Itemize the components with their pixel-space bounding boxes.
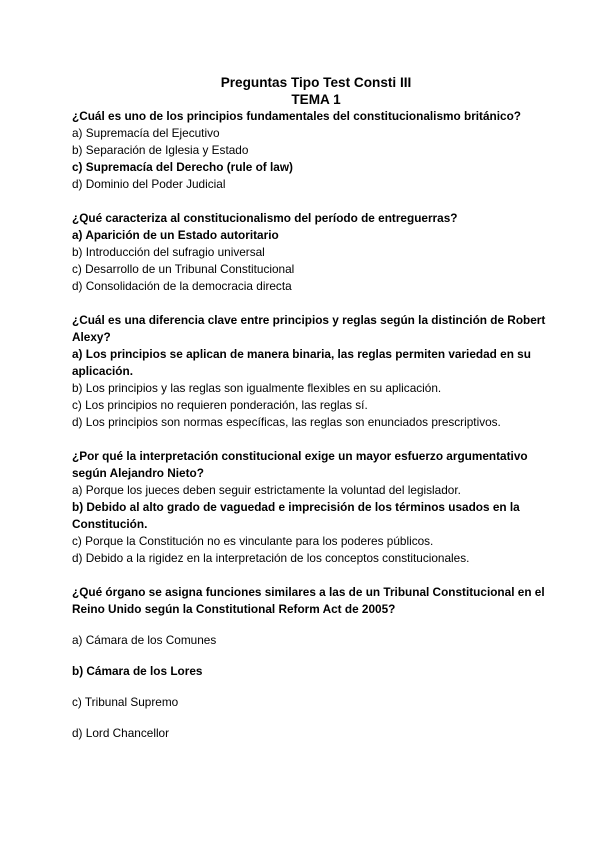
question-1 [72, 108, 560, 193]
option-b: b) Separación de Iglesia y Estado [72, 143, 249, 157]
option-a: a) Cámara de los Comunes [72, 633, 217, 647]
option-a-correct: a) Aparición de un Estado autoritario [72, 228, 279, 242]
question-text: ¿Qué caracteriza al constitucionalismo del período de entreguerras? [72, 211, 458, 225]
option-b-correct: b) Debido al alto grado de vaguedad e imprecisión de los términos usados en la Constitución. [72, 500, 520, 531]
option-c: c) Los principios no requieren ponderación, las reglas sí. [72, 398, 368, 412]
option-d: d) Debido a la rigidez en la interpretación de los conceptos constitucionales. [72, 551, 470, 565]
option-c-correct: c) Supremacía del Derecho (rule of law) [72, 160, 293, 174]
question-4 [72, 448, 560, 567]
option-c: c) Porque la Constitución no es vinculante para los poderes públicos. [72, 534, 434, 548]
document-subtitle: TEMA 1 [291, 92, 341, 107]
question-text: ¿Qué órgano se asigna funciones similares a las de un Tribunal Constitucional en el Reino Unido según la Constitutional Reform Act de 2005? [72, 585, 545, 616]
option-d: d) Lord Chancellor [72, 726, 170, 740]
question-5 [72, 584, 560, 742]
option-a: a) Porque los jueces deben seguir estrictamente la voluntad del legislador. [72, 483, 461, 497]
question-text: ¿Por qué la interpretación constitucional exige un mayor esfuerzo argumentativo según Alejandro Nieto? [72, 449, 528, 480]
option-d: d) Dominio del Poder Judicial [72, 177, 226, 191]
document-title: Preguntas Tipo Test Consti III [220, 75, 412, 90]
option-b: b) Los principios y las reglas son igualmente flexibles en su aplicación. [72, 381, 442, 395]
option-a-correct: a) Los principios se aplican de manera binaria, las reglas permiten variedad en su aplicación. [72, 347, 531, 378]
option-d: d) Los principios son normas específicas, las reglas son enunciados prescriptivos. [72, 415, 501, 429]
question-2 [72, 210, 560, 295]
question-text: ¿Cuál es una diferencia clave entre principios y reglas según la distinción de Robert Alexy? [72, 313, 546, 344]
option-a: a) Supremacía del Ejecutivo [72, 126, 220, 140]
question-3 [72, 312, 560, 431]
option-b-correct: b) Cámara de los Lores [72, 664, 203, 678]
option-b: b) Introducción del sufragio universal [72, 245, 265, 259]
option-c: c) Tribunal Supremo [72, 695, 179, 709]
option-d: d) Consolidación de la democracia directa [72, 279, 292, 293]
question-text: ¿Cuál es uno de los principios fundamentales del constitucionalismo británico? [72, 109, 522, 123]
option-c: c) Desarrollo de un Tribunal Constitucional [72, 262, 295, 276]
